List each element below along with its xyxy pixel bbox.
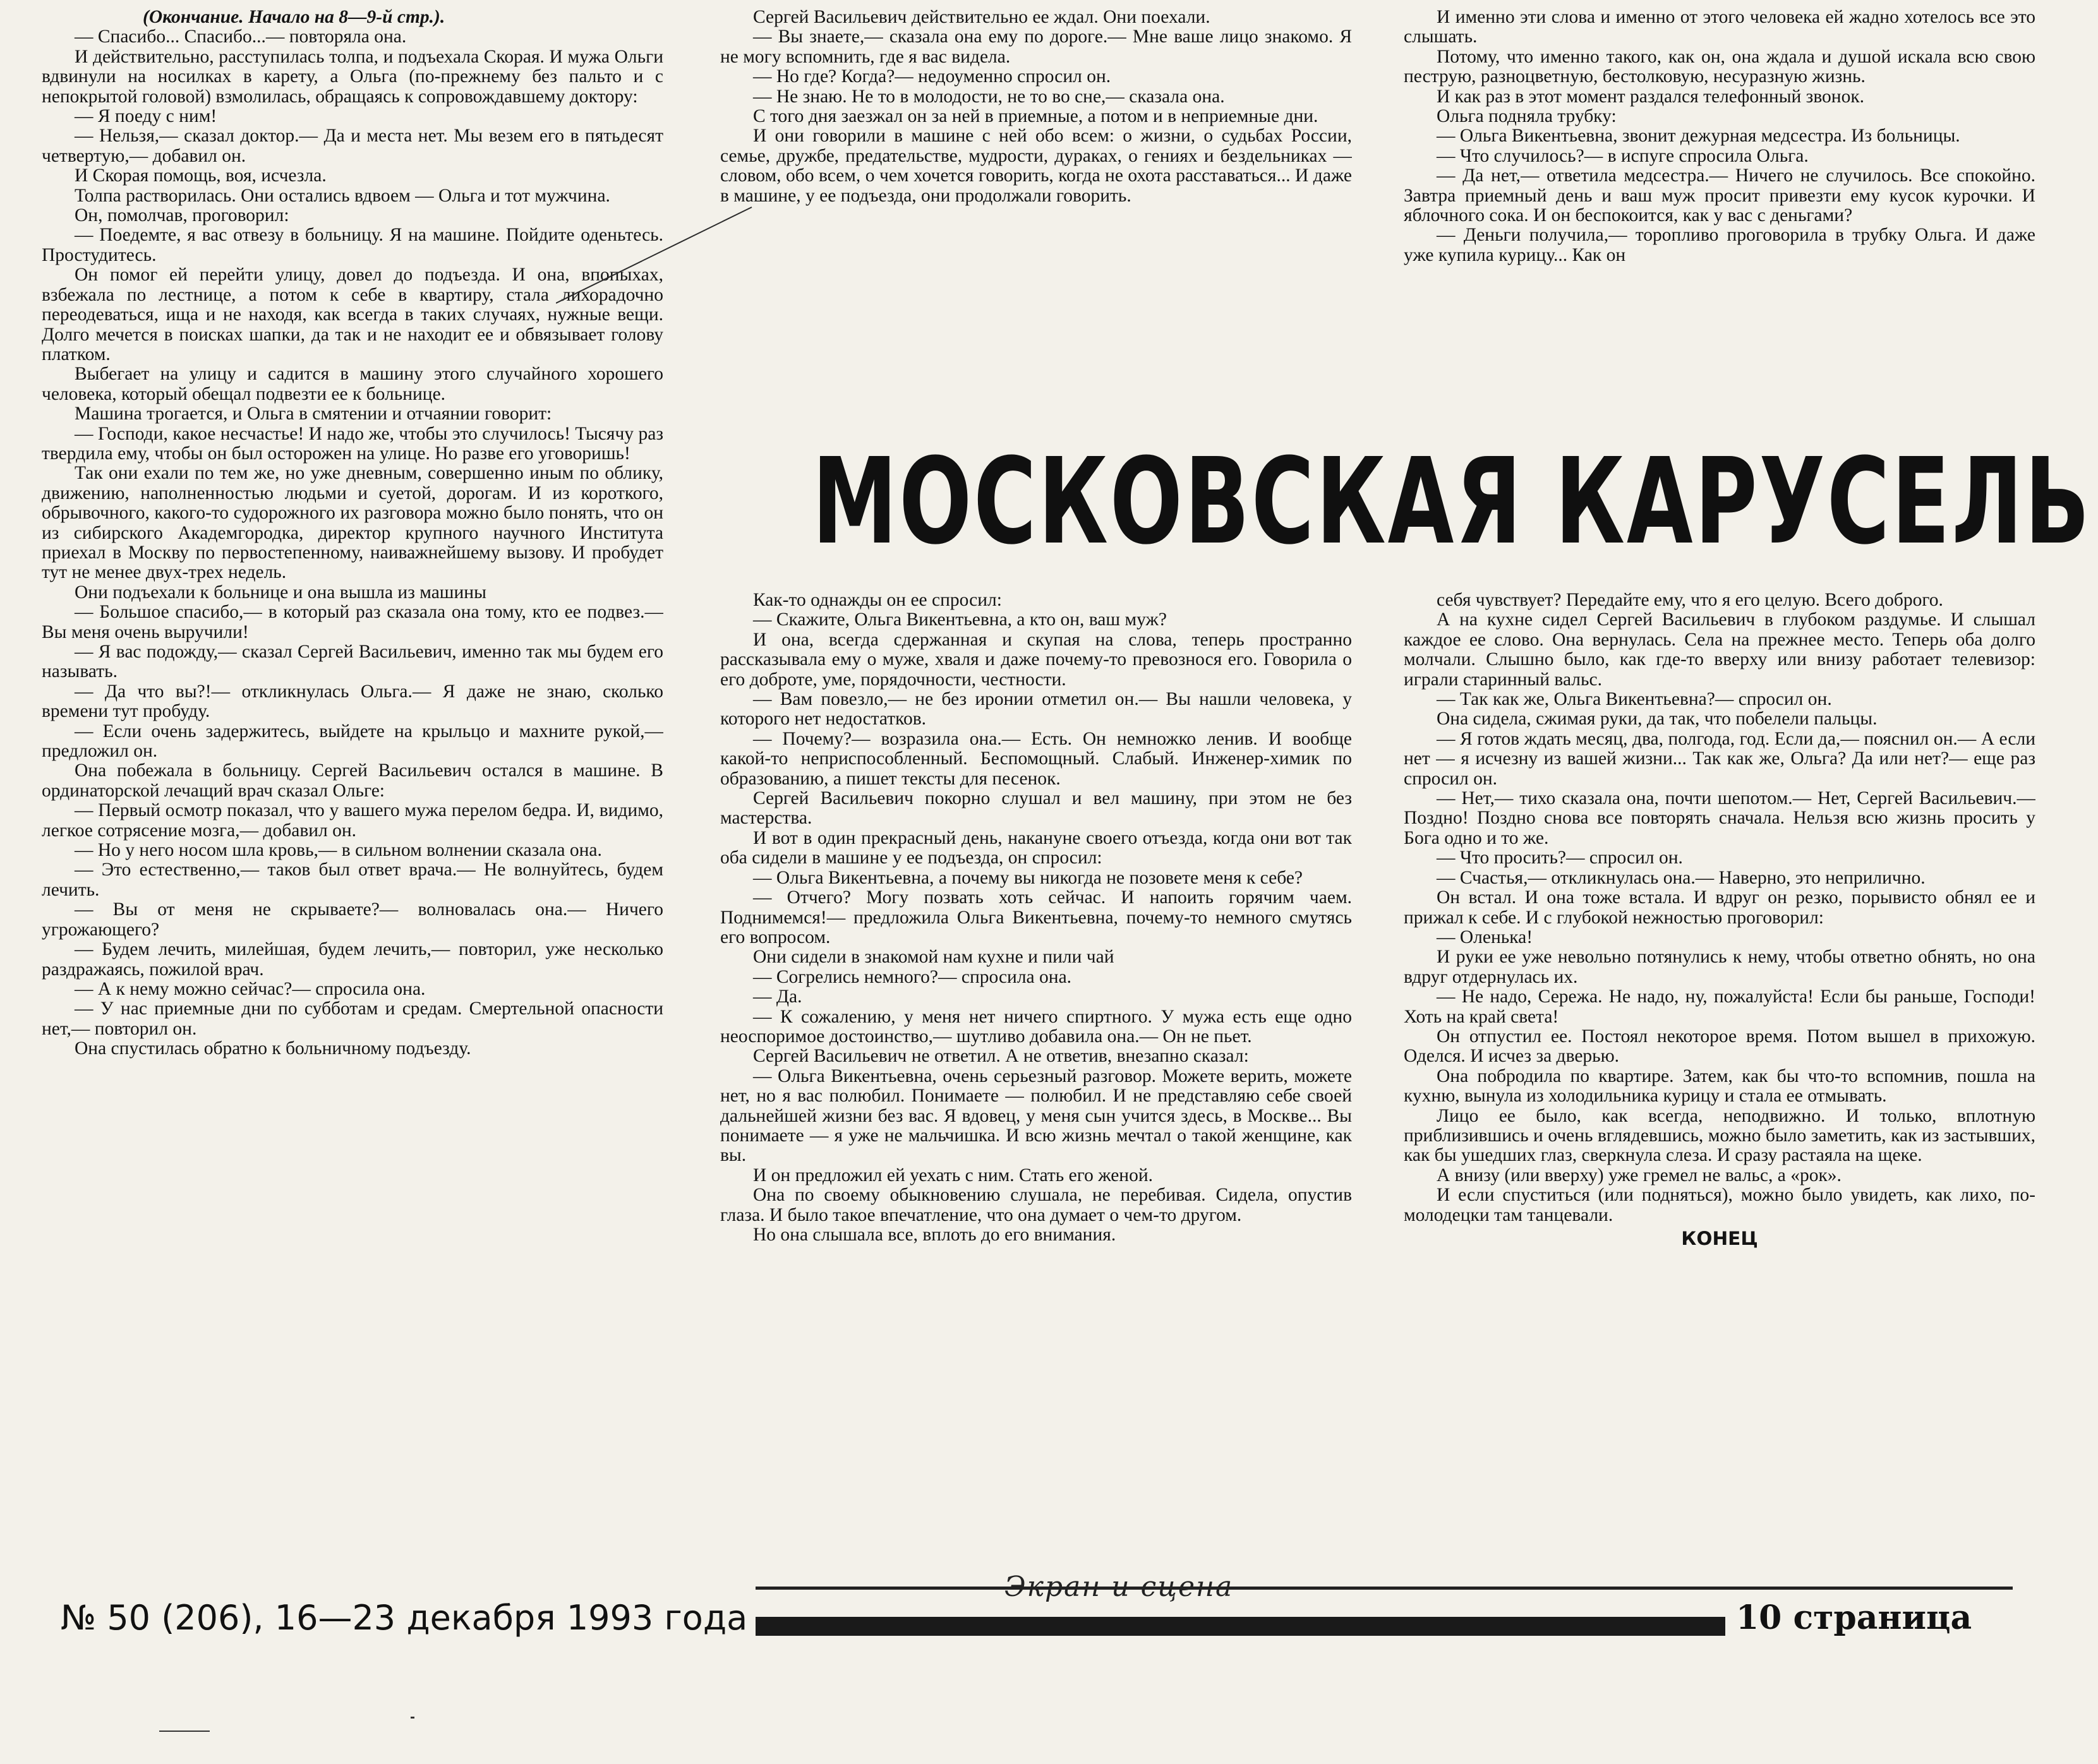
page-footer bbox=[0, 1566, 2098, 1667]
article-column-2 bbox=[720, 8, 1352, 397]
paragraph: Выбегает на улицу и садится в машину этого случайного хорошего человека, который обещал подвезти ее к больнице. bbox=[42, 364, 663, 404]
paragraph: — Будем лечить, милейшая, будем лечить,— повторил, уже несколько раздражаясь, пожилой врач. bbox=[42, 939, 663, 980]
paragraph: — Что просить?— спросил он. bbox=[1437, 848, 1683, 868]
paragraph: Он отпустил ее. Постоял некоторое время. Потом вышел в прихожую. Оделся. И исчез за дверью. bbox=[1404, 1026, 2035, 1067]
paragraph: себя чувствует? Передайте ему, что я его целую. Всего доброго. bbox=[1437, 591, 1943, 610]
paragraph: Так они ехали по тем же, но уже дневным, совершенно иным по облику, движению, наполненностью людьми и суетой, дорогам. И из короткого, обрывочного, какого-то судорожного их разговора можно было понять, что он из сибирского Академгородка, директор крупного научного Института приехал в Москву по первостепенному, наиважнейшему вызову. И пробудет тут не менее двух-трех недель. bbox=[42, 463, 663, 583]
paragraph: — А к нему можно сейчас?— спросила она. bbox=[75, 978, 426, 999]
paragraph: — Что случилось?— в испуге спросила Ольга. bbox=[1437, 145, 1809, 166]
paragraph: — Скажите, Ольга Викентьевна, а кто он, ваш муж? bbox=[753, 609, 1167, 630]
paragraph: — Деньги получила,— торопливо проговорила в трубку Ольга. И даже уже купила курицу... Как он bbox=[1404, 225, 2035, 265]
paragraph: И вот в один прекрасный день, накануне своего отъезда, когда они вот так оба сидели в машине у ее подъезда, он спросил: bbox=[720, 827, 1352, 868]
paragraph: Лицо ее было, как всегда, неподвижно. И только, вплотную приблизившись и очень вглядевшись, можно было заметить, как из застывших, как бы ушедших глаз, сверкнула слеза. И сразу растаяла на щеке. bbox=[1404, 1105, 2035, 1166]
column-5-paragraphs bbox=[1404, 591, 2035, 1225]
article-column-3 bbox=[1404, 8, 2035, 397]
paragraph: — Так как же, Ольга Викентьевна?— спросил он. bbox=[1437, 689, 1832, 710]
scan-speck bbox=[411, 1717, 414, 1719]
paragraph: — Оленька! bbox=[1437, 927, 1533, 947]
column-4-paragraphs bbox=[720, 591, 1352, 1245]
article-column-4 bbox=[720, 591, 1352, 1564]
paragraph: С того дня заезжал он за ней в приемные, а потом и в неприемные дни. bbox=[753, 106, 1318, 127]
paragraph: — Ольга Викентьевна, звонит дежурная медсестра. Из больницы. bbox=[1437, 126, 1960, 147]
paragraph: Она сидела, сжимая руки, да так, что побелели пальцы. bbox=[1437, 709, 1878, 729]
paragraph: — Нет,— тихо сказала она, почти шепотом.— Нет, Сергей Васильевич.— Поздно! Поздно снова все повторять сначала. Нельзя всю жизнь просить у Бога одно и то же. bbox=[1404, 788, 2035, 848]
paragraph: — Первый осмотр показал, что у вашего мужа перелом бедра. И, видимо, легкое сотрясение мозга,— добавил он. bbox=[42, 800, 663, 841]
paragraph: И Скорая помощь, воя, исчезла. bbox=[75, 165, 327, 186]
continuation-note: (Окончание. Начало на 8—9-й стр.). bbox=[143, 8, 445, 27]
paragraph: — Спасибо... Спасибо...— повторяла она. bbox=[75, 27, 407, 47]
paragraph: И она, всегда сдержанная и скупая на слова, теперь пространно рассказывала ему о муже, хваля и даже почему-то превознося его. Говорила о его доброте, уме, порядочности, честности. bbox=[720, 629, 1352, 690]
newspaper-logo: Экран и сцена bbox=[1004, 1571, 1234, 1603]
paragraph: — Вам повезло,— не без иронии отметил он.— Вы нашли человека, у которого нет недостатков. bbox=[720, 689, 1352, 729]
paragraph: — Да нет,— ответила медсестра.— Ничего не случилось. Все спокойно. Завтра приемный день и ваш муж просит привезти ему кусок курочки. И яблочного сока. И он беспокоится, как у вас с деньгами? bbox=[1404, 165, 2035, 226]
paragraph: — Но где? Когда?— недоуменно спросил он. bbox=[753, 66, 1111, 87]
footer-top-rule bbox=[756, 1587, 2013, 1590]
paragraph: Она по своему обыкновению слушала, не перебивая. Сидела, опустив глаза. И было такое впечатление, что она думает о чем-то другом. bbox=[720, 1185, 1352, 1225]
paragraph: — Вы знаете,— сказала она ему по дороге.— Мне ваше лицо знакомо. Я не могу вспомнить, где я вас видела. bbox=[720, 27, 1352, 67]
paragraph: — Почему?— возразила она.— Есть. Он немножко ленив. И вообще какой-то неприспособленный. Беспомощный. Слабый. Инженер-химик по образованию, а пишет тексты для песенок. bbox=[720, 728, 1352, 789]
article-headline: МОСКОВСКАЯ КАРУСЕЛЬ bbox=[812, 433, 2092, 571]
paragraph: Толпа растворилась. Они остались вдвоем — Ольга и тот мужчина. bbox=[75, 185, 610, 206]
paragraph: — Ольга Викентьевна, а почему вы никогда не позовете меня к себе? bbox=[753, 867, 1303, 888]
paragraph: И если спуститься (или подняться), можно было увидеть, как лихо, по-молодецки там танцевали. bbox=[1404, 1185, 2035, 1225]
end-mark: КОНЕЦ bbox=[1681, 1228, 1758, 1249]
paragraph: И действительно, расступилась толпа, и подъехала Скорая. И мужа Ольги вдвинули на носилках в карету, а Ольга (по-прежнему без пальто и с непокрытой головой) взмолилась, обращаясь к сопровождавшему доктору: bbox=[42, 46, 663, 107]
paragraph: Сергей Васильевич не ответил. А не ответив, внезапно сказал: bbox=[753, 1046, 1249, 1067]
paragraph: Сергей Васильевич покорно слушал и вел машину, при этом не без мастерства. bbox=[720, 788, 1352, 829]
paragraph: — Не знаю. Не то в молодости, не то во сне,— сказала она. bbox=[753, 86, 1225, 107]
paragraph: — У нас приемные дни по субботам и средам. Смертельной опасности нет,— повторил он. bbox=[42, 999, 663, 1039]
paragraph: Она побродила по квартире. Затем, как бы что-то вспомнив, пошла на кухню, вынула из холодильника курицу и стала ее отмывать. bbox=[1404, 1065, 2035, 1107]
paragraph: И именно эти слова и именно от этого человека ей жадно хотелось все это слышать. bbox=[1404, 8, 2035, 47]
article-column-5 bbox=[1404, 591, 2035, 1551]
paragraph: — Счастья,— откликнулась она.— Наверно, это неприлично. bbox=[1437, 867, 1926, 888]
paragraph: Сергей Васильевич действительно ее ждал. Они поехали. bbox=[753, 8, 1210, 27]
paragraph: Они подъехали к больнице и она вышла из машины bbox=[75, 582, 486, 603]
paragraph: — Вы от меня не скрываете?— волновалась она.— Ничего угрожающего? bbox=[42, 899, 663, 940]
paragraph: — Я поеду с ним! bbox=[75, 106, 217, 127]
paragraph: Они сидели в знакомой нам кухне и пили чай bbox=[753, 947, 1114, 968]
paragraph: — Да что вы?!— откликнулась Ольга.— Я даже не знаю, сколько времени тут пробуду. bbox=[42, 681, 663, 722]
paragraph: Он помог ей перейти улицу, довел до подъезда. И она, впопыхах, взбежала по лестнице, а потом к себе в квартиру, стала лихорадочно переодеваться, ища и не находя, как всегда в таких случаях, нужные вещи. Долго мечется в поисках шапки, да так и не находит ее и обвязывает голову платком. bbox=[42, 265, 663, 364]
paragraph: Она спустилась обратно к больничному подъезду. bbox=[75, 1038, 471, 1059]
paragraph: — Да. bbox=[753, 987, 802, 1007]
paragraph: Ольга подняла трубку: bbox=[1437, 106, 1617, 127]
paragraph: А внизу (или вверху) уже гремел не вальс, а «рок». bbox=[1437, 1165, 1842, 1185]
paragraph: И как раз в этот момент раздался телефонный звонок. bbox=[1437, 86, 1865, 107]
paragraph: А на кухне сидел Сергей Васильевич в глубоком раздумье. И слышал каждое ее слово. Она вернулась. Села на прежнее место. Теперь оба долго молчали. Слышно было, как где-то вверху или внизу работает телевизор: играли старинный вальс. bbox=[1404, 609, 2035, 690]
column-3-paragraphs bbox=[1404, 8, 2035, 265]
paragraph: И они говорили в машине с ней обо всем: о жизни, о судьбах России, семье, дружбе, предательстве, мудрости, дураках, о гениях и бездельниках — словом, обо всем, о чем хочется говорить, когда не охота расставаться... И даже в машине, у ее подъезда, они продолжали говорить. bbox=[720, 126, 1352, 206]
pen-stroke-mark bbox=[556, 189, 758, 335]
footer-black-bar bbox=[756, 1617, 1725, 1636]
paragraph: — Согрелись немного?— спросила она. bbox=[753, 966, 1072, 987]
paragraph: — Я вас подожду,— сказал Сергей Васильевич, именно так мы будем его называть. bbox=[42, 642, 663, 682]
paragraph: Он, помолчав, проговорил: bbox=[75, 205, 289, 226]
paragraph: — Но у него носом шла кровь,— в сильном волнении сказала она. bbox=[75, 840, 602, 861]
paragraph: — Ольга Викентьевна, очень серьезный разговор. Можете верить, можете нет, но я вас полюбил. Понимаете — полюбил. И не представляю себе своей дальнейшей жизни без вас. Я вдовец, у меня сын учится здесь, в Москве... Вы понимаете — я уже не мальчишка. И всю жизнь мечтал о такой женщине, как вы. bbox=[720, 1065, 1352, 1166]
paragraph: — Если очень задержитесь, выйдете на крыльцо и махните рукой,— предложил он. bbox=[42, 721, 663, 762]
paragraph: — Господи, какое несчастье! И надо же, чтобы это случилось! Тысячу раз твердила ему, чтобы он был осторожен на улице. Но разве его уговоришь! bbox=[42, 423, 663, 464]
paragraph: Он встал. И она тоже встала. И вдруг он резко, порывисто обнял ее и прижал к себе. И с глубокой нежностью проговорил: bbox=[1404, 887, 2035, 928]
column-1-paragraphs bbox=[42, 27, 663, 1059]
issue-info: № 50 (206), 16—23 декабря 1993 года bbox=[61, 1598, 748, 1638]
paragraph: — Поедемте, я вас отвезу в больницу. Я на машине. Пойдите оденьтесь. Простудитесь. bbox=[42, 225, 663, 265]
paragraph: — Это естественно,— таков был ответ врача.— Не волнуйтесь, будем лечить. bbox=[42, 860, 663, 900]
scan-speck bbox=[159, 1731, 210, 1732]
paragraph: И он предложил ей уехать с ним. Стать его женой. bbox=[753, 1165, 1153, 1185]
paragraph: — Не надо, Сережа. Не надо, ну, пожалуйста! Если бы раньше, Господи! Хоть на край света! bbox=[1404, 987, 2035, 1027]
paragraph: Но она слышала все, вплоть до его внимания. bbox=[753, 1225, 1116, 1245]
paragraph: — Отчего? Могу позвать хоть сейчас. И напоить горячим чаем. Поднимемся!— предложила Ольга Викентьевна, почему-то немного смутясь его вопросом. bbox=[720, 887, 1352, 947]
paragraph: И руки ее уже невольно потянулись к нему, чтобы ответно обнять, но она вдруг отдернулась их. bbox=[1404, 947, 2035, 987]
paragraph: — К сожалению, у меня нет ничего спиртного. У мужа есть еще одно неоспоримое достоинство,— шутливо добавила она.— Он не пьет. bbox=[720, 1006, 1352, 1047]
paragraph: Она побежала в больницу. Сергей Васильевич остался в машине. В ординаторской лечащий врач сказал Ольге: bbox=[42, 760, 663, 801]
paragraph: Машина трогается, и Ольга в смятении и отчаянии говорит: bbox=[75, 404, 552, 424]
paragraph: Как-то однажды он ее спросил: bbox=[753, 591, 1002, 610]
paragraph: — Большое спасибо,— в который раз сказала она тому, кто ее подвез.— Вы меня очень выручили! bbox=[42, 602, 663, 642]
column-2-paragraphs bbox=[720, 8, 1352, 206]
paragraph: — Я готов ждать месяц, два, полгода, год. Если да,— пояснил он.— А если нет — я исчезну из вашей жизни... Так как же, Ольга? Да или нет?— еще раз спросил он. bbox=[1404, 728, 2035, 789]
paragraph: — Нельзя,— сказал доктор.— Да и места нет. Мы везем его в пятьдесят четвертую,— добавил он. bbox=[42, 126, 663, 166]
paragraph: Потому, что именно такого, как он, она ждала и душой искала всю свою пеструю, разноцветную, бестолковую, несуразную жизнь. bbox=[1404, 46, 2035, 87]
page-number: 10 страница bbox=[1736, 1599, 1972, 1637]
